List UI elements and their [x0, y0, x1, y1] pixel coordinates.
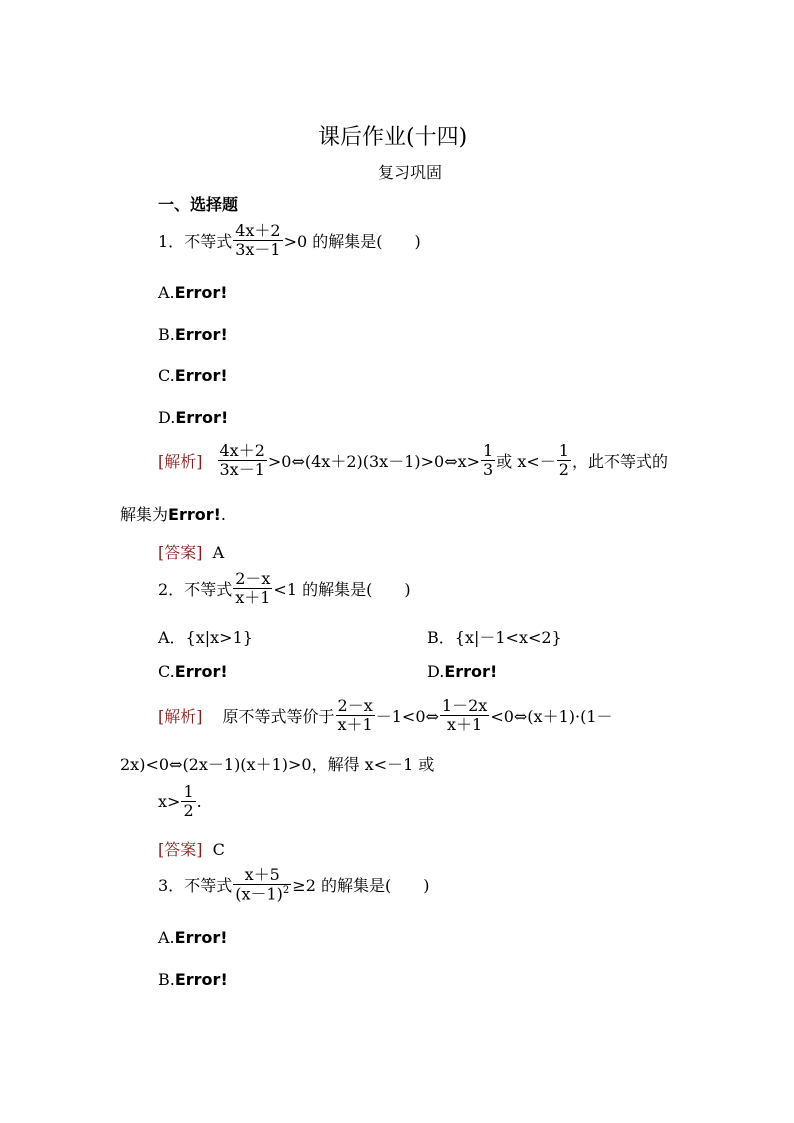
q1-analysis-label: [解析]: [158, 452, 203, 471]
q3-fraction: $\frac{x+5}{(x-1)^2}$: [235, 865, 290, 904]
q1-stem-suffix: >0 的解集是( ): [283, 232, 421, 251]
q1-option-a: A.Error!: [158, 283, 228, 302]
q1-stem: [158, 222, 421, 259]
q2-fraction: $\frac{2-x}{x+1}$: [235, 569, 271, 607]
q2-stem-suffix: <1 的解集是( ): [273, 580, 411, 599]
q1-frac-den: 3x－1: [235, 240, 281, 259]
q2-answer-value: C: [212, 840, 225, 859]
q1-answer: [158, 540, 224, 563]
q1-answer-label: [答案]: [158, 543, 203, 562]
page-subtitle: 复习巩固: [378, 163, 443, 182]
q2-analysis-text3: <0⇔(x＋1)·(1－: [490, 707, 613, 726]
section-heading: 一、选择题: [158, 195, 239, 214]
q1-option-c: C.Error!: [158, 366, 228, 385]
q2-answer: [158, 837, 225, 860]
q2-option-b: B．{x|－1<x<2}: [427, 628, 562, 647]
q3-number: 3．: [158, 876, 185, 896]
q1-option-b: B.Error!: [158, 325, 228, 344]
q2-analysis-frac1: $\frac{2-x}{x+1}$: [337, 696, 373, 734]
q2-analysis-line3: x> $\frac{1}{2}$ .: [158, 782, 202, 820]
q2-analysis-line2: 2x)<0⇔(2x－1)(x＋1)>0，解得 x<－1 或: [120, 755, 435, 774]
q2-option-c: C.Error!: [158, 662, 228, 681]
q1-frac-one-half: $\frac{1}{2}$: [558, 441, 569, 479]
q2-option-d: D.Error!: [427, 662, 498, 681]
page-title: 课后作业(十四): [318, 125, 468, 150]
q2-frac-one-half: $\frac{1}{2}$: [183, 782, 194, 820]
q2-analysis-text1: 原不等式等价于: [222, 707, 335, 726]
q2-analysis-label: [解析]: [158, 707, 203, 726]
q1-fraction: [233, 222, 282, 259]
q2-analysis-text2: －1<0⇔: [375, 707, 439, 726]
q2-answer-label: [答案]: [158, 840, 203, 859]
q1-analysis-text: >0⇔(4x＋2)(3x－1)>0⇔x>: [267, 452, 481, 471]
q1-frac-num: 4x＋2: [235, 221, 281, 240]
q3-stem-suffix: ≥2 的解集是( ): [292, 876, 430, 896]
q2-number: 2．: [158, 580, 185, 599]
q1-frac-one-third: $\frac{1}{3}$: [483, 441, 494, 479]
q1-stem-prefix: 不等式: [184, 232, 233, 251]
q3-option-b: B.Error!: [158, 970, 228, 989]
q1-number: 1．: [158, 232, 185, 251]
q3-option-a: A.Error!: [158, 928, 228, 947]
q1-answer-value: A: [212, 543, 225, 562]
q1-analysis-fraction: $\frac{4x+2}{3x-1}$: [219, 441, 265, 479]
q2-analysis: [158, 697, 613, 734]
q2-analysis-frac2: $\frac{1-2x}{x+1}$: [441, 696, 488, 734]
q1-analysis-line2: 解集为Error!.: [120, 505, 226, 524]
q1-or-text: 或 x<－: [496, 452, 556, 471]
q3-stem-prefix: 不等式: [184, 876, 233, 896]
q1-analysis-tail: ，此不等式的: [571, 452, 668, 471]
q2-stem-prefix: 不等式: [184, 580, 233, 599]
q3-stem: [158, 866, 429, 903]
q2-option-a: A．{x|x>1}: [158, 628, 253, 647]
q1-option-d: D.Error!: [158, 408, 229, 427]
q2-stem: [158, 570, 411, 607]
q1-analysis: [158, 442, 668, 479]
